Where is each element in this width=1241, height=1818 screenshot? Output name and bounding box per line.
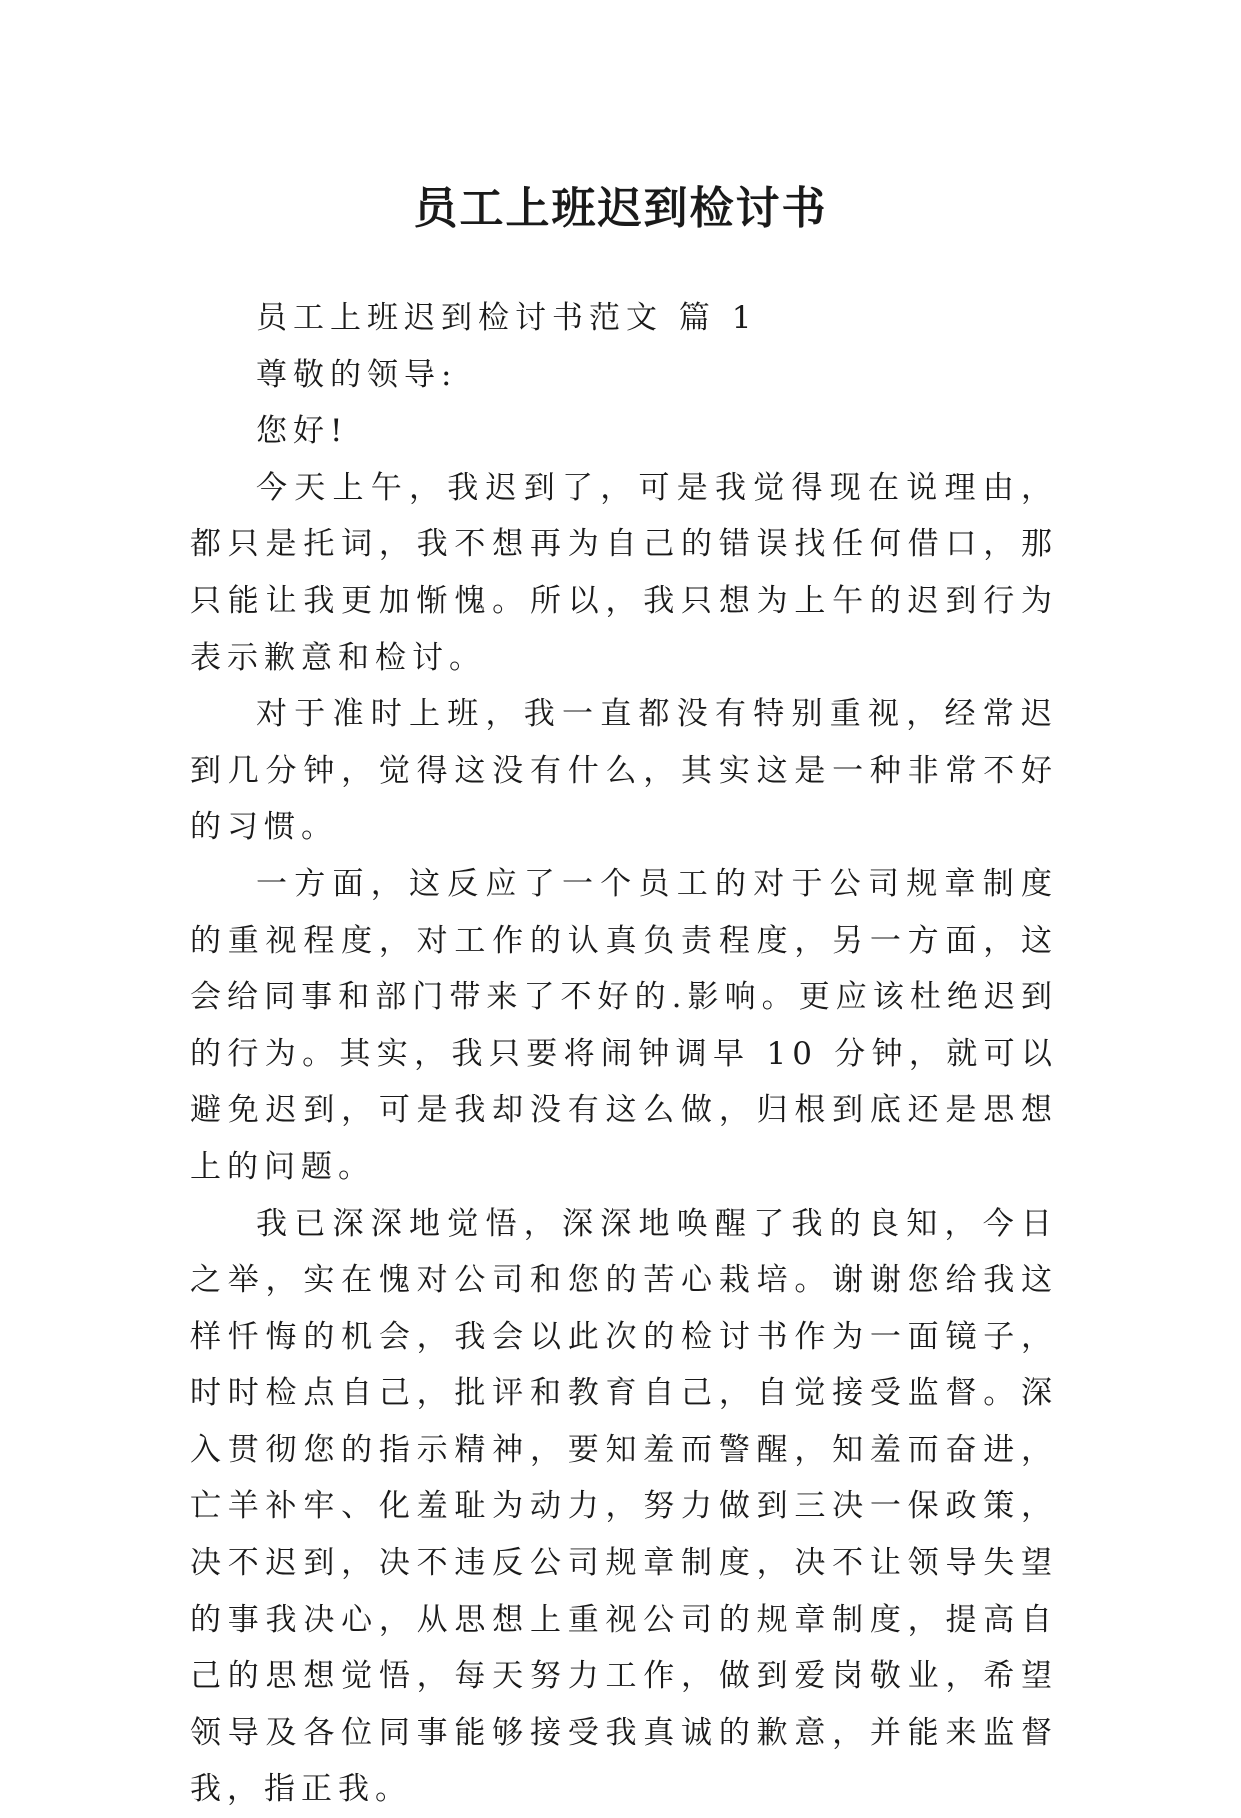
document-body [190,290,1058,1818]
paragraph-heading: 员工上班迟到检讨书范文 篇 1 [190,290,1058,347]
document-title: 员工上班迟到检讨书 [0,179,1241,239]
paragraph: 我已深深地觉悟，深深地唤醒了我的良知，今日之举，实在愧对公司和您的苦心栽培。谢谢您给我这样忏悔的机会，我会以此次的检讨书作为一面镜子，时时检点自己，批评和教育自己，自觉接受监督。深入贯彻您的指示精神，要知羞而警醒，知羞而奋进，亡羊补牢、化羞耻为动力，努力做到三决一保政策，决不迟到，决不违反公司规章制度，决不让领导失望的事我决心，从思想上重视公司的规章制度，提高自己的思想觉悟，每天努力工作，做到爱岗敬业，希望领导及各位同事能够接受我真诚的歉意，并能来监督我，指正我。 [190,1196,1058,1818]
paragraph: 一方面，这反应了一个员工的对于公司规章制度的重视程度，对工作的认真负责程度，另一方面，这会给同事和部门带来了不好的.影响。更应该杜绝迟到的行为。其实，我只要将闹钟调早 10 分钟，就可以避免迟到，可是我却没有这么做，归根到底还是思想上的问题。 [190,856,1058,1196]
paragraph: 今天上午，我迟到了，可是我觉得现在说理由，都只是托词，我不想再为自己的错误找任何借口，那只能让我更加惭愧。所以，我只想为上午的迟到行为表示歉意和检讨。 [190,460,1058,686]
paragraph: 对于准时上班，我一直都没有特别重视，经常迟到几分钟，觉得这没有什么，其实这是一种非常不好的习惯。 [190,686,1058,856]
paragraph-salutation: 尊敬的领导: [190,347,1058,404]
paragraph-greeting: 您好! [190,403,1058,460]
